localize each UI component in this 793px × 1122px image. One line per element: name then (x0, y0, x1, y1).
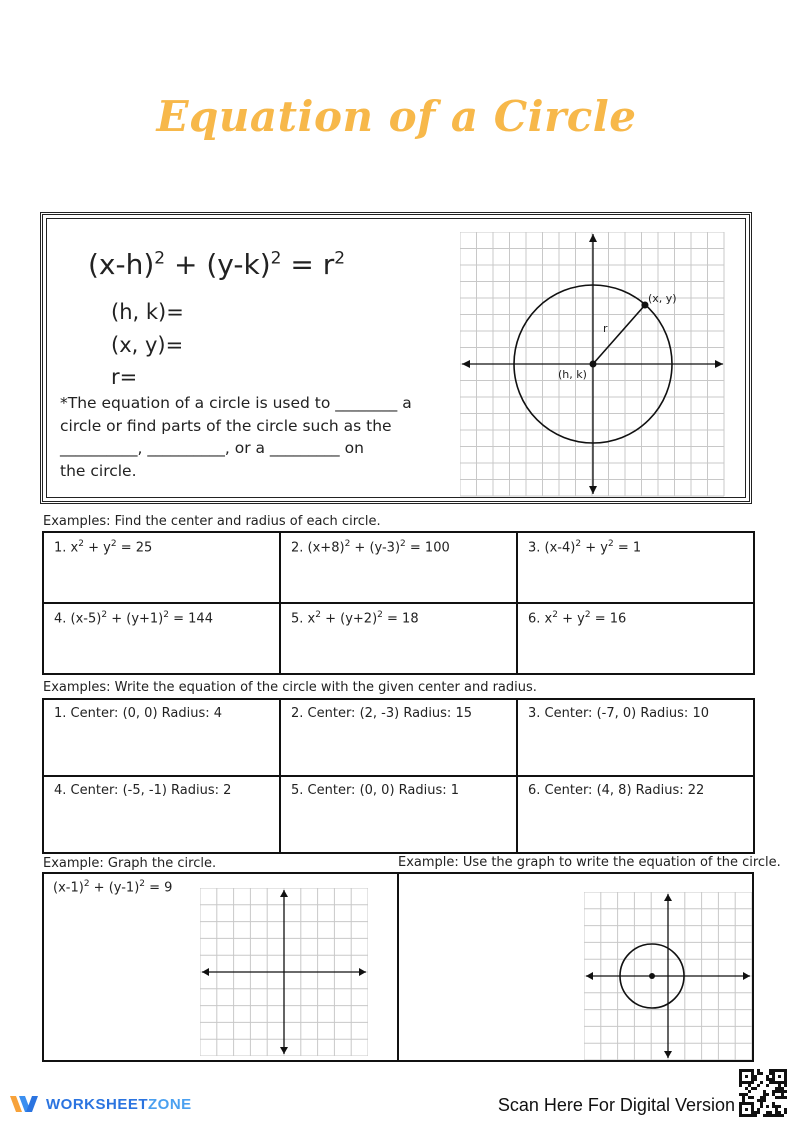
qr-module (739, 1081, 742, 1084)
qr-module (772, 1105, 775, 1108)
qr-module (760, 1081, 763, 1084)
qr-module (763, 1093, 766, 1096)
problem-cell: 1. Center: (0, 0) Radius: 4 (43, 699, 280, 776)
find-center-table (42, 531, 755, 675)
qr-module (763, 1096, 766, 1099)
qr-module (745, 1075, 748, 1078)
arrow-right (715, 360, 723, 368)
scan-text: Scan Here For Digital Version (497, 1095, 735, 1115)
problem-cell: 2. $(x+8)^2 + (y-3)^2 = 100$ (280, 532, 517, 603)
note-line: circle or find parts of the circle such as the (60, 416, 392, 435)
qr-module (769, 1078, 772, 1081)
qr-module (778, 1075, 781, 1078)
qr-module (766, 1093, 769, 1096)
arrow-up (280, 890, 288, 897)
qr-module (772, 1102, 775, 1105)
worksheet-title: Equation of a Circle (156, 92, 637, 141)
arrow-up (589, 234, 597, 242)
fill-in-note (60, 392, 440, 482)
problem-cell: 5. $x^2 + (y+2)^2 = 18$ (280, 603, 517, 674)
qr-module (751, 1087, 754, 1090)
qr-module (751, 1069, 754, 1072)
qr-module (784, 1096, 787, 1099)
qr-module (745, 1102, 748, 1105)
qr-module (772, 1081, 775, 1084)
radius-label: r= (111, 365, 138, 389)
qr-module (757, 1099, 760, 1102)
center-point (590, 361, 597, 368)
qr-module (766, 1084, 769, 1087)
qr-module (781, 1093, 784, 1096)
qr-module (772, 1072, 775, 1075)
problem-cell: 2. Center: (2, -3) Radius: 15 (280, 699, 517, 776)
qr-module (739, 1069, 742, 1072)
section2-heading: Examples: Write the equation of the circle with the given center and radius. (43, 680, 537, 695)
qr-module (748, 1081, 751, 1084)
qr-module (784, 1075, 787, 1078)
qr-module (751, 1108, 754, 1111)
qr-module (742, 1069, 745, 1072)
qr-module (739, 1114, 742, 1117)
qr-module (763, 1090, 766, 1093)
qr-module (739, 1105, 742, 1108)
problem-cell: 4. $(x-5)^2 + (y+1)^2 = 144$ (43, 603, 280, 674)
logo-text: WORKSHEET (46, 1095, 148, 1113)
qr-module (751, 1105, 754, 1108)
center-hk-label: (h, k) (558, 368, 587, 381)
arrow-up (664, 894, 672, 901)
qr-module (745, 1081, 748, 1084)
qr-module (760, 1096, 763, 1099)
point-label: (x, y)= (111, 333, 184, 357)
qr-module (742, 1093, 745, 1096)
qr-module (775, 1108, 778, 1111)
note-line: the circle. (60, 461, 137, 480)
qr-module (754, 1114, 757, 1117)
qr-module (778, 1096, 781, 1099)
qr-module (742, 1099, 745, 1102)
qr-module (766, 1075, 769, 1078)
radius-r-label: r (603, 322, 608, 335)
problem-cell: 5. Center: (0, 0) Radius: 1 (280, 776, 517, 853)
write-equation-table (42, 698, 755, 854)
qr-module (772, 1090, 775, 1093)
radius-line (593, 305, 645, 364)
qr-module (739, 1078, 742, 1081)
qr-module (778, 1084, 781, 1087)
qr-module (772, 1069, 775, 1072)
qr-module (769, 1114, 772, 1117)
qr-module (784, 1111, 787, 1114)
center-label: (h, k)= (111, 300, 184, 324)
circle-diagram (460, 232, 725, 497)
qr-module (781, 1090, 784, 1093)
qr-module (766, 1114, 769, 1117)
qr-module (763, 1114, 766, 1117)
qr-module (769, 1111, 772, 1114)
qr-module (781, 1081, 784, 1084)
qr-module (745, 1114, 748, 1117)
qr-module (778, 1090, 781, 1093)
qr-module (778, 1081, 781, 1084)
qr-module (751, 1096, 754, 1099)
qr-module (754, 1111, 757, 1114)
qr-module (748, 1069, 751, 1072)
qr-module (760, 1102, 763, 1105)
logo-text-zone: ZONE (148, 1095, 192, 1113)
qr-module (742, 1096, 745, 1099)
qr-module (748, 1084, 751, 1087)
qr-module (760, 1072, 763, 1075)
arrow-left (202, 968, 209, 976)
qr-module (778, 1087, 781, 1090)
arrow-left (586, 972, 593, 980)
qr-module (781, 1114, 784, 1117)
qr-module (751, 1114, 754, 1117)
qr-module (775, 1114, 778, 1117)
qr-module (751, 1075, 754, 1078)
qr-module (772, 1075, 775, 1078)
arrow-left (462, 360, 470, 368)
qr-module (769, 1072, 772, 1075)
qr-module (745, 1087, 748, 1090)
qr-module (760, 1099, 763, 1102)
graph-divider (397, 872, 399, 1062)
qr-module (784, 1108, 787, 1111)
qr-module (748, 1114, 751, 1117)
problem-cell: 6. Center: (4, 8) Radius: 22 (517, 776, 754, 853)
logo-icon (8, 1092, 40, 1116)
qr-module (748, 1090, 751, 1093)
qr-module (766, 1078, 769, 1081)
circle-center-point (649, 973, 655, 979)
general-equation: $(x-h)^2 + (y-k)^2 = r^2$ (88, 248, 346, 281)
qr-module (769, 1081, 772, 1084)
qr-module (781, 1096, 784, 1099)
qr-code-icon[interactable] (739, 1069, 787, 1117)
qr-module (751, 1102, 754, 1105)
qr-module (754, 1075, 757, 1078)
qr-module (766, 1105, 769, 1108)
qr-module (757, 1084, 760, 1087)
qr-module (778, 1114, 781, 1117)
write-heading: Example: Use the graph to write the equation of the circle. (398, 855, 781, 870)
qr-module (757, 1111, 760, 1114)
problem-cell: 6. $x^2 + y^2 = 16$ (517, 603, 754, 674)
qr-module (757, 1072, 760, 1075)
problem-cell: 3. $(x-4)^2 + y^2 = 1$ (517, 532, 754, 603)
worksheet-zone-logo (8, 1092, 192, 1116)
qr-module (739, 1108, 742, 1111)
qr-module (778, 1105, 781, 1108)
arrow-down (664, 1051, 672, 1058)
problem-cell: 1. $x^2 + y^2 = 25$ (43, 532, 280, 603)
qr-module (784, 1090, 787, 1093)
qr-module (751, 1078, 754, 1081)
qr-module (775, 1090, 778, 1093)
qr-module (772, 1114, 775, 1117)
point-xy-label: (x, y) (648, 292, 677, 305)
graph-equation: $(x-1)^2 + (y-1)^2 = 9$ (53, 879, 173, 896)
qr-module (784, 1078, 787, 1081)
qr-module (739, 1084, 742, 1087)
qr-module (751, 1072, 754, 1075)
qr-module (742, 1102, 745, 1105)
qr-module (760, 1105, 763, 1108)
qr-module (742, 1114, 745, 1117)
qr-module (748, 1102, 751, 1105)
qr-module (748, 1096, 751, 1099)
note-line: __________, __________, or a _________ on (60, 439, 364, 457)
qr-module (769, 1069, 772, 1072)
qr-module (784, 1084, 787, 1087)
qr-module (757, 1069, 760, 1072)
qr-module (775, 1081, 778, 1084)
qr-module (784, 1072, 787, 1075)
qr-module (781, 1069, 784, 1072)
qr-module (739, 1102, 742, 1105)
qr-module (775, 1087, 778, 1090)
qr-module (784, 1069, 787, 1072)
qr-module (781, 1087, 784, 1090)
graph-heading: Example: Graph the circle. (43, 856, 217, 871)
note-line: *The equation of a circle is used to ________ a (60, 394, 412, 412)
problem-cell: 4. Center: (-5, -1) Radius: 2 (43, 776, 280, 853)
qr-module (745, 1093, 748, 1096)
qr-module (757, 1108, 760, 1111)
example-graph (584, 892, 752, 1060)
qr-module (775, 1111, 778, 1114)
blank-graph (200, 888, 368, 1056)
qr-module (739, 1093, 742, 1096)
qr-module (739, 1075, 742, 1078)
qr-module (778, 1069, 781, 1072)
qr-module (775, 1069, 778, 1072)
qr-module (772, 1093, 775, 1096)
qr-module (751, 1081, 754, 1084)
qr-module (742, 1081, 745, 1084)
qr-module (751, 1111, 754, 1114)
qr-module (739, 1072, 742, 1075)
section1-heading: Examples: Find the center and radius of each circle. (43, 514, 381, 529)
qr-module (775, 1105, 778, 1108)
qr-module (754, 1087, 757, 1090)
arrow-down (589, 486, 597, 494)
qr-module (745, 1069, 748, 1072)
qr-module (754, 1078, 757, 1081)
qr-module (778, 1111, 781, 1114)
qr-module (766, 1111, 769, 1114)
problem-cell: 3. Center: (-7, 0) Radius: 10 (517, 699, 754, 776)
arrow-right (359, 968, 366, 976)
qr-module (784, 1081, 787, 1084)
qr-module (772, 1078, 775, 1081)
arrow-right (743, 972, 750, 980)
qr-module (745, 1108, 748, 1111)
qr-module (763, 1099, 766, 1102)
qr-module (775, 1096, 778, 1099)
arrow-down (280, 1047, 288, 1054)
qr-module (739, 1111, 742, 1114)
